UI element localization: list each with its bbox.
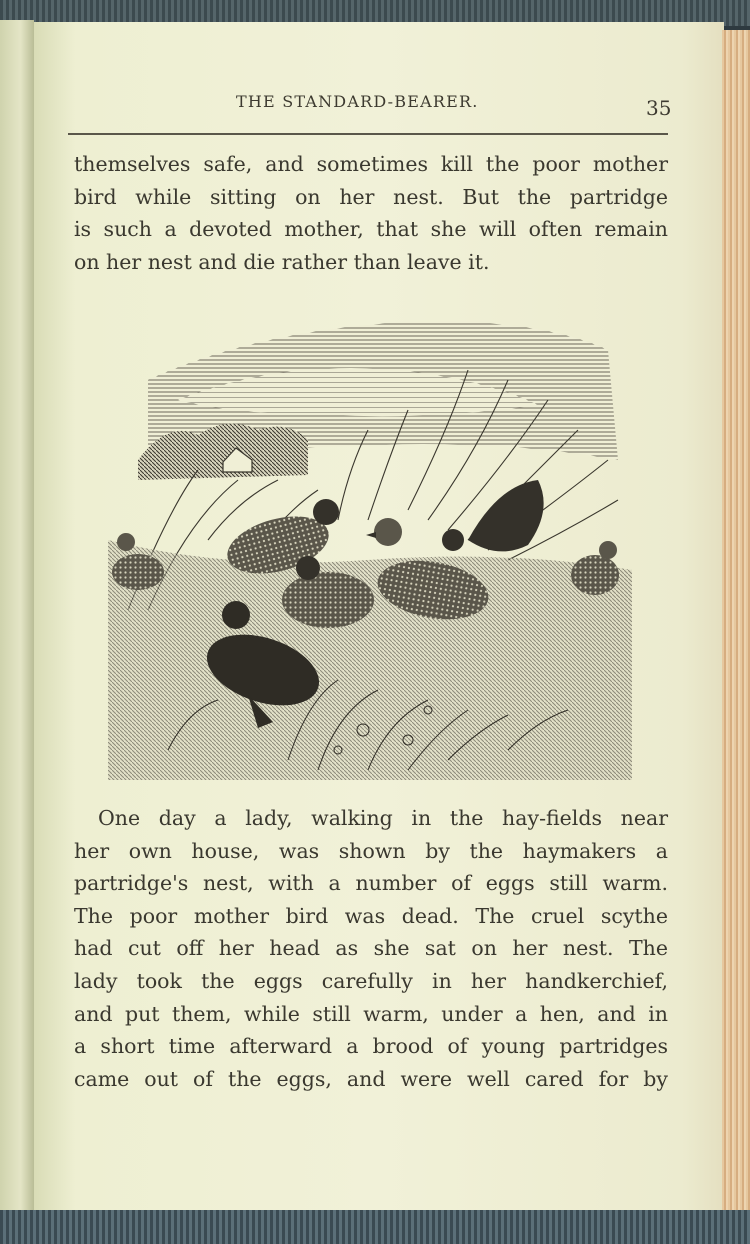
page-block-edge (722, 30, 750, 1212)
text-line: is such a devoted mother, that she will often remain (74, 217, 668, 242)
text-line: had cut off her head as she sat on her nest. The (74, 936, 668, 961)
text-line: lady took the eggs carefully in her handkerchief, (74, 968, 668, 993)
text-line: partridge's nest, with a number of eggs still warm. (74, 871, 668, 896)
paragraph-bottom (74, 802, 668, 1095)
paragraph-top (74, 148, 668, 278)
page-number: 35 (646, 96, 672, 120)
text-line: One day a lady, walking in the hay-fields near (98, 806, 668, 830)
text-line: bird while sitting on her nest. But the partridge (74, 184, 668, 209)
partridges-engraving (108, 310, 632, 780)
text-line: her own house, was shown by the haymakers a (74, 838, 668, 863)
text-line: themselves safe, and sometimes kill the poor mother (74, 152, 668, 176)
text-line: a short time afterward a brood of young partridges (74, 1034, 668, 1059)
text-line: and put them, while still warm, under a hen, and in (74, 1001, 668, 1026)
facing-page-edge (0, 20, 34, 1212)
text-line: The poor mother bird was dead. The cruel scythe (74, 903, 668, 928)
text-line: on her nest and die rather than leave it. (74, 249, 490, 274)
running-title: THE STANDARD-BEARER. (236, 92, 479, 111)
text-line: came out of the eggs, and were well cared for by (74, 1066, 668, 1091)
book-cover-bottom (0, 1210, 750, 1244)
header-rule (68, 133, 668, 135)
